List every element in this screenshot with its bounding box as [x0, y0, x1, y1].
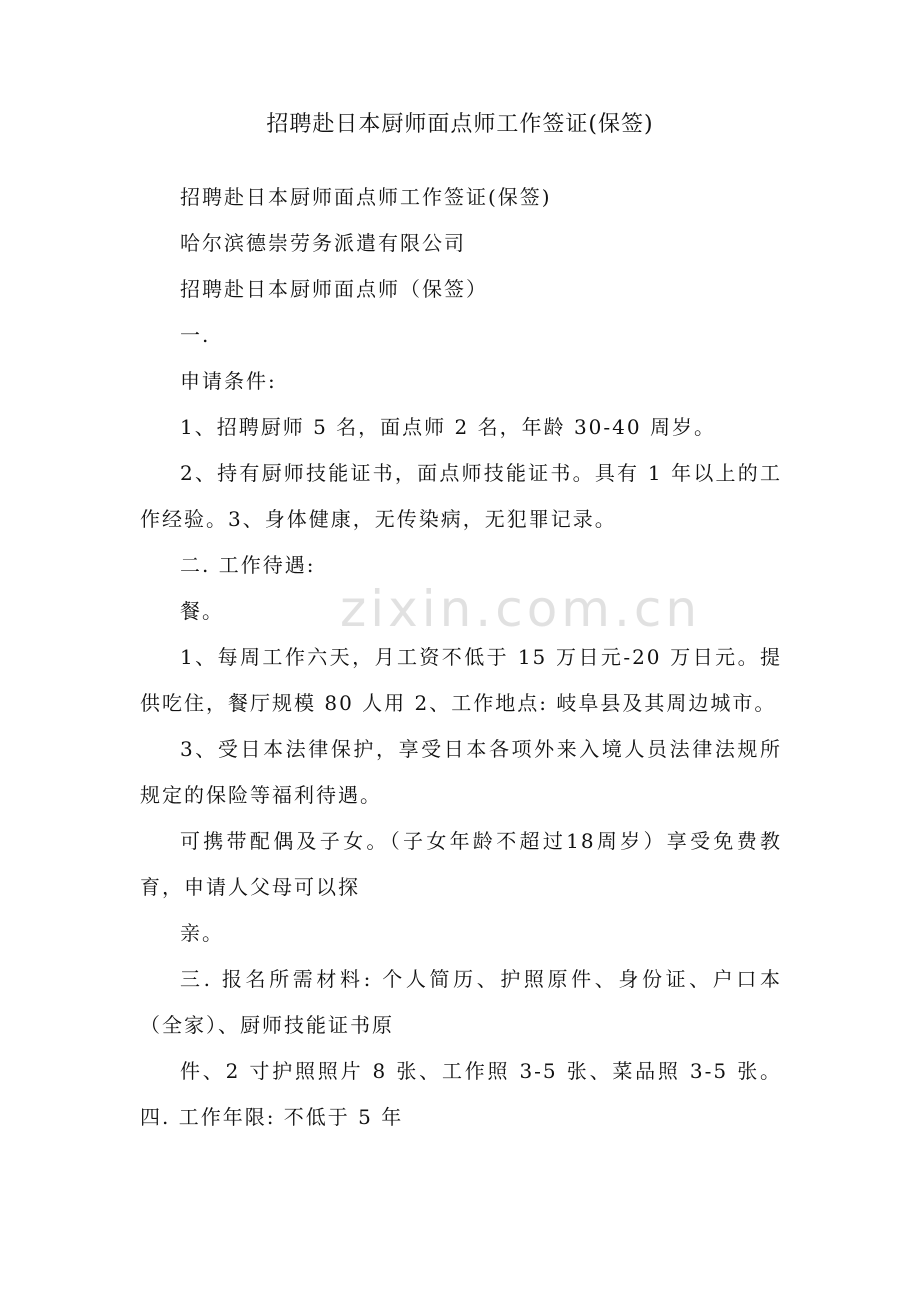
paragraph-13: 亲。 [180, 921, 224, 945]
paragraph-8: 二. 工作待遇: [180, 553, 316, 577]
paragraph-9: 餐。 [180, 599, 224, 623]
paragraph-11: 3、受日本法律保护，享受日本各项外来入境人员法律法规所规定的保险等福利待遇。 [140, 737, 782, 807]
paragraph-14: 三. 报名所需材料: 个人简历、护照原件、身份证、户口本（全家）、厨师技能证书原 [140, 967, 782, 1037]
watermark: zixin.com.cn [340, 580, 702, 638]
document-body [140, 174, 782, 1140]
paragraph-1: 招聘赴日本厨师面点师工作签证(保签) [180, 185, 552, 209]
paragraph-6: 1、招聘厨师 5 名，面点师 2 名，年龄 30-40 周岁。 [180, 415, 716, 439]
paragraph-5: 申请条件: [180, 369, 277, 393]
paragraph-15: 件、2 寸护照照片 8 张、工作照 3-5 张、菜品照 3-5 张。四. 工作年限: 不低于 5 年 [140, 1059, 782, 1129]
paragraph-4: 一. [180, 323, 211, 347]
paragraph-3: 招聘赴日本厨师面点师（保签） [180, 277, 488, 301]
paragraph-12: 可携带配偶及子女。（子女年龄不超过18周岁）享受免费教育，申请人父母可以探 [140, 829, 782, 899]
paragraph-2: 哈尔滨德崇劳务派遣有限公司 [180, 231, 466, 255]
document-title: 招聘赴日本厨师面点师工作签证(保签) [266, 112, 654, 137]
paragraph-7: 2、持有厨师技能证书，面点师技能证书。具有 1 年以上的工作经验。3、身体健康，无传染病，无犯罪记录。 [140, 461, 782, 531]
paragraph-10: 1、每周工作六天，月工资不低于 15 万日元-20 万日元。提供吃住，餐厅规模 80 人用 2、工作地点: 岐阜县及其周边城市。 [140, 645, 782, 715]
